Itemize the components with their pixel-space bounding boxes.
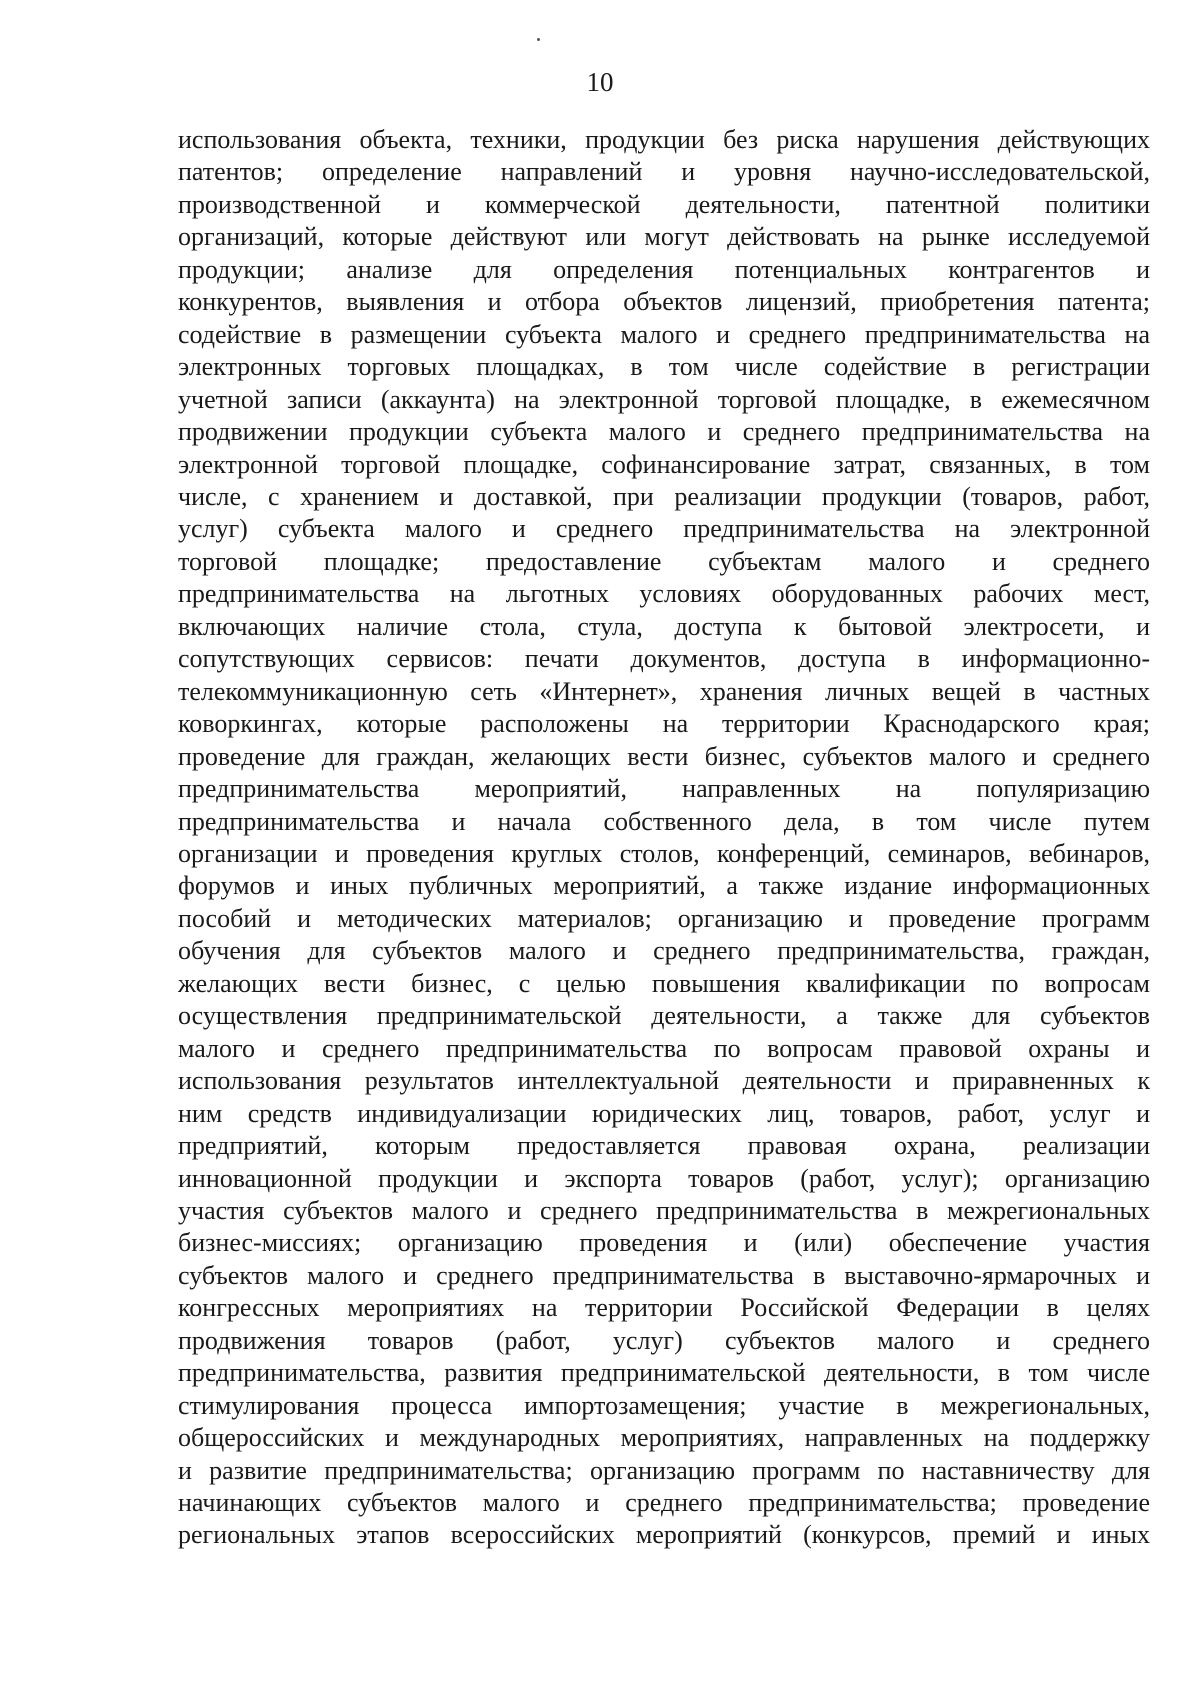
text-line: предприятий, которым предоставляется правовая охрана, реализации (178, 1131, 1150, 1161)
text-line: телекоммуникационную сеть «Интернет», хранения личных вещей в частных (178, 676, 1150, 706)
text-line: обучения для субъектов малого и среднего предпринимательства, граждан, (178, 936, 1150, 966)
text-line: пособий и методических материалов; организацию и проведение программ (178, 903, 1150, 933)
text-line: стимулирования процесса импортозамещения; участие в межрегиональных, (178, 1390, 1150, 1420)
text-line: учетной записи (аккаунта) на электронной торговой площадке, в ежемесячном (178, 384, 1150, 414)
text-line: общероссийских и международных мероприятиях, направленных на поддержку (178, 1423, 1150, 1453)
text-line: инновационной продукции и экспорта товаров (работ, услуг); организацию (178, 1163, 1150, 1193)
text-line: включающих наличие стола, стула, доступа к бытовой электросети, и (178, 611, 1150, 641)
text-line: торговой площадке; предоставление субъектам малого и среднего (178, 546, 1150, 576)
text-line: производственной и коммерческой деятельности, патентной политики (178, 189, 1150, 219)
text-line: форумов и иных публичных мероприятий, а также издание информационных (178, 871, 1150, 901)
text-line: желающих вести бизнес, с целью повышения квалификации по вопросам (178, 968, 1150, 998)
text-line: коворкингах, которые расположены на территории Краснодарского края; (178, 709, 1150, 739)
text-line: ним средств индивидуализации юридических лиц, товаров, работ, услуг и (178, 1098, 1150, 1128)
text-line: электронной торговой площадке, софинансирование затрат, связанных, в том (178, 449, 1150, 479)
page-number: 10 (586, 67, 614, 97)
text-line: и развитие предпринимательства; организацию программ по наставничеству для (178, 1455, 1150, 1485)
text-line: организации и проведения круглых столов, конференций, семинаров, вебинаров, (178, 838, 1150, 868)
text-line: предпринимательства, развития предпринимательской деятельности, в том числе (178, 1358, 1150, 1388)
text-line: продвижении продукции субъекта малого и среднего предпринимательства на (178, 417, 1150, 447)
text-line: патентов; определение направлений и уровня научно-исследовательской, (178, 157, 1150, 187)
scan-artifact-dot (537, 38, 540, 41)
text-line: проведение для граждан, желающих вести бизнес, субъектов малого и среднего (178, 741, 1150, 771)
text-line: продукции; анализе для определения потенциальных контрагентов и (178, 254, 1150, 284)
text-line: конгрессных мероприятиях на территории Российской Федерации в целях (178, 1293, 1150, 1323)
text-line: электронных торговых площадках, в том числе содействие в регистрации (178, 352, 1150, 382)
text-line: конкурентов, выявления и отбора объектов лицензий, приобретения патента; (178, 287, 1150, 317)
text-line: начинающих субъектов малого и среднего предпринимательства; проведение (178, 1488, 1150, 1518)
text-line: содействие в размещении субъекта малого и среднего предпринимательства на (178, 319, 1150, 349)
text-line: предпринимательства и начала собственного дела, в том числе путем (178, 806, 1150, 836)
text-line: предпринимательства мероприятий, направленных на популяризацию (178, 774, 1150, 804)
text-line: сопутствующих сервисов: печати документов, доступа в информационно- (178, 644, 1150, 674)
text-line: бизнес-миссиях; организацию проведения и (или) обеспечение участия (178, 1228, 1150, 1258)
text-line: организаций, которые действуют или могут действовать на рынке исследуемой (178, 222, 1150, 252)
text-line: продвижения товаров (работ, услуг) субъектов малого и среднего (178, 1325, 1150, 1355)
body-paragraph (178, 124, 1150, 1552)
text-line: региональных этапов всероссийских мероприятий (конкурсов, премий и иных (178, 1520, 1150, 1550)
text-line: субъектов малого и среднего предпринимательства в выставочно-ярмарочных и (178, 1260, 1150, 1290)
text-line: использования объекта, техники, продукции без риска нарушения действующих (178, 125, 1150, 154)
text-line: осуществления предпринимательской деятельности, а также для субъектов (178, 1001, 1150, 1031)
text-line: малого и среднего предпринимательства по вопросам правовой охраны и (178, 1033, 1150, 1063)
text-line: числе, с хранением и доставкой, при реализации продукции (товаров, работ, (178, 481, 1150, 511)
text-line: участия субъектов малого и среднего предпринимательства в межрегиональных (178, 1195, 1150, 1225)
text-line: услуг) субъекта малого и среднего предпринимательства на электронной (178, 514, 1150, 544)
text-line: предпринимательства на льготных условиях оборудованных рабочих мест, (178, 579, 1150, 609)
text-line: использования результатов интеллектуальной деятельности и приравненных к (178, 1066, 1150, 1096)
